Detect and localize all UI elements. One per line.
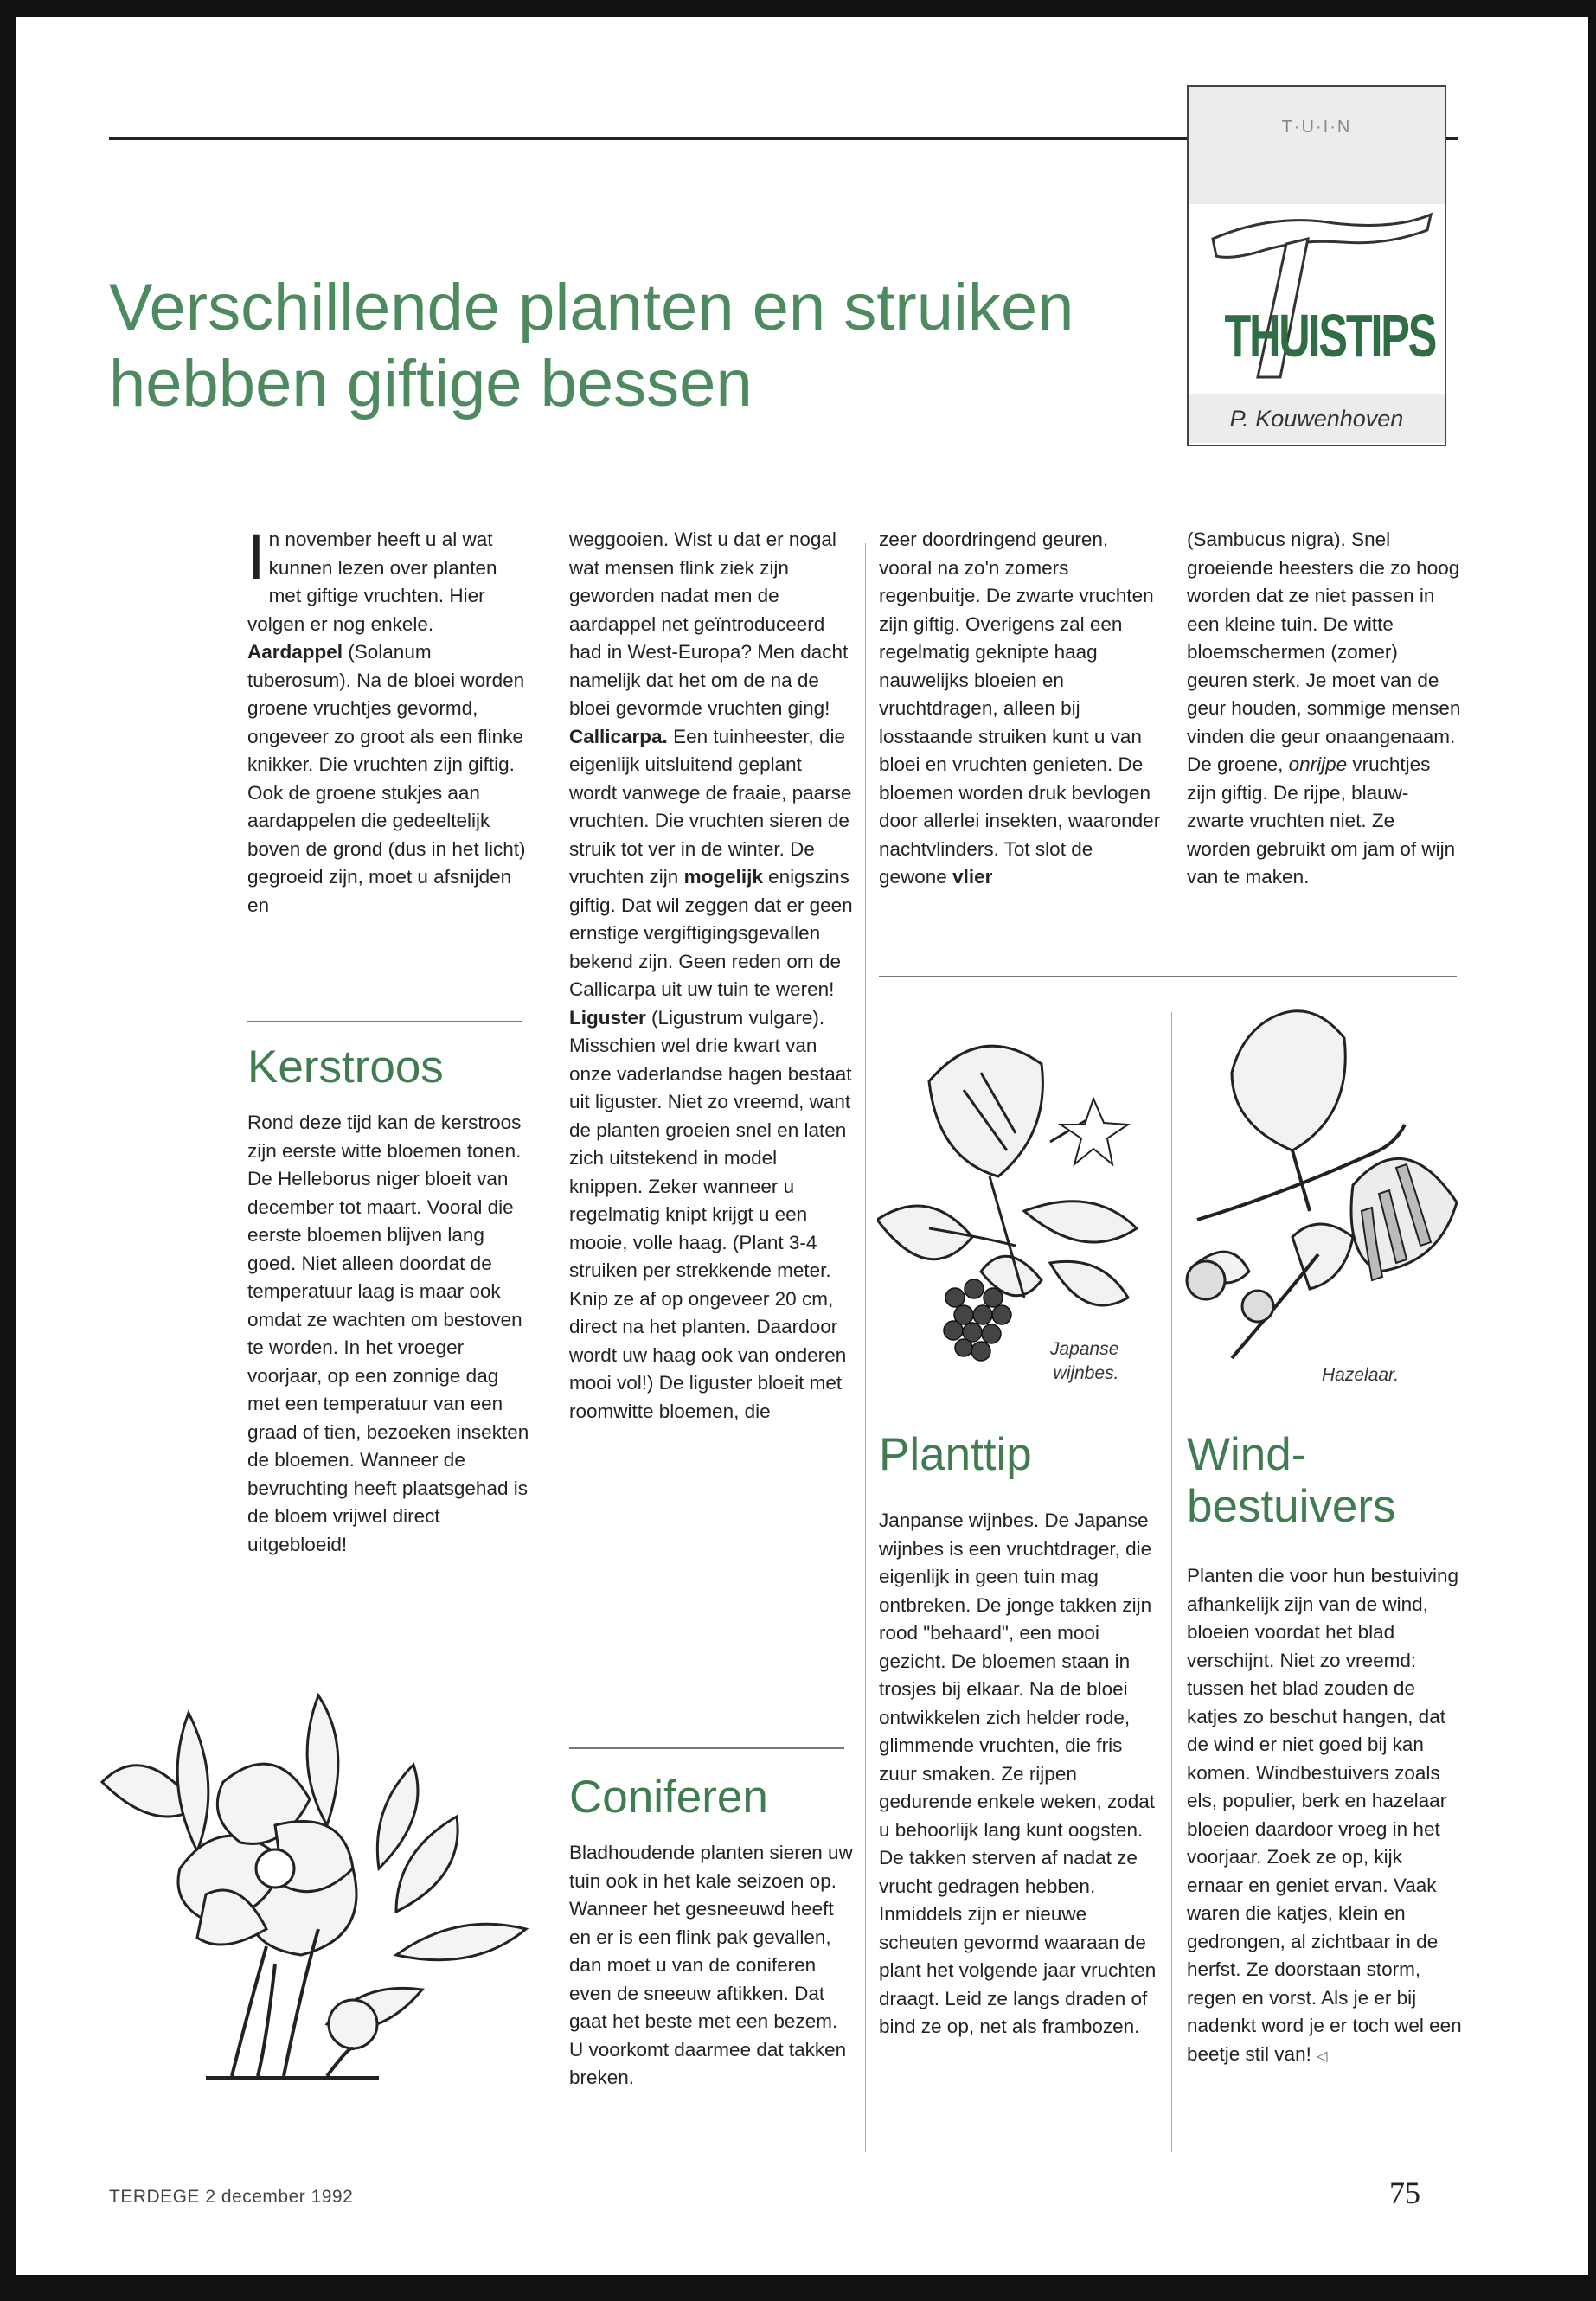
- aardappel-text: (Solanum tuberosum). Na de bloei worden groene vruchtjes gevormd, ongeveer zo groot als een flinke knikker. Die vruchten zijn giftig. Ook de groene stukjes aan aardappelen die gedeeltelijk boven de grond (dus in het licht) gegroeid zijn, moet u afsnijden en: [247, 641, 526, 916]
- drop-cap: I: [247, 521, 266, 593]
- kerstroos-text: Rond deze tijd kan de kerstroos zijn eerste witte bloemen tonen. De Helleborus niger bloeit van december tot maart. Vooral die eerste bloemen blijven lang goed. Niet alleen doordat de temperatuur laag is maar ook omdat ze wachten om bestoven te worden. In het vroeger voorjaar, op een zonnige dag met een temperatuur van een graad of tien, bezoeken insekten de bloemen. Wanneer de bevruchting heeft plaatsgehad is de bloem vrijwel direct uitgebloeid!: [247, 1112, 529, 1555]
- logo-author: P. Kouwenhoven: [1189, 394, 1445, 443]
- logo-header-band: [1189, 87, 1445, 204]
- japanse-wijnbes-illustration: [877, 1012, 1163, 1384]
- callicarpa-text-1: Een tuinheester, die eigenlijk uitsluitend geplant wordt vanwege de fraaie, paarse vruchten. Die vruchten sieren de struik tot ver in de winter. De vruchten zijn: [569, 725, 852, 888]
- divider-col2: [569, 1747, 844, 1749]
- coniferen-heading: Coniferen: [569, 1772, 768, 1823]
- col4-p1-italic: onrijpe: [1288, 753, 1348, 775]
- wijnbes-caption-line-2: wijnbes.: [1053, 1363, 1119, 1383]
- logo-tuin-label: T·U·I·N: [1281, 118, 1352, 137]
- column-2-text: [569, 526, 855, 1426]
- vlier-term: vlier: [952, 866, 993, 888]
- article-title: [109, 270, 1182, 422]
- col3-p1: zeer doordringend geuren, vooral na zo'n zomers regenbuitje. De zwarte vruchten zijn giftig. Overigens zal een regelmatig geknipte haag nauwelijks bloeien en vruchtdragen, alleen bij losstaande struiken kunt u van bloei en vruchten genieten. De bloemen worden druk bevlogen door allerlei insekten, waaronder nachtvlinders. Tot slot de gewone: [879, 529, 1161, 888]
- wind-heading-line-2: bestuivers: [1187, 1481, 1396, 1532]
- planttip-heading: Planttip: [879, 1429, 1032, 1480]
- magazine-page: [16, 17, 1588, 2275]
- callicarpa-text-2: enigszins giftig. Dat wil zeggen dat er geen ernstige vergiftigingsgevallen bekend zijn. Geen reden om de Callicarpa uit uw tuin te weren!: [569, 866, 853, 1000]
- liguster-term: Liguster: [569, 1006, 646, 1029]
- column-4-text: [1187, 526, 1464, 892]
- footer-publication: TERDEGE 2 december 1992: [109, 2187, 354, 2207]
- wijnbes-caption: [1050, 1337, 1118, 1386]
- logo-wordmark: THUISTIPS: [1224, 302, 1436, 369]
- thuistips-logo: [1187, 85, 1446, 446]
- col4-p1-text-2: vruchtjes zijn giftig. De rijpe, blauw-zwarte vruchten niet. Ze worden gebruikt om jam of wijn van te maken.: [1187, 753, 1456, 888]
- page-number: 75: [1389, 2176, 1420, 2210]
- callicarpa-term: Callicarpa.: [569, 725, 668, 747]
- column-3-text: [879, 526, 1164, 892]
- end-mark-icon: ◁: [1317, 2048, 1328, 2064]
- divider-col1: [247, 1021, 522, 1022]
- title-line-2: hebben giftige bessen: [109, 347, 753, 420]
- hazelaar-caption: Hazelaar.: [1322, 1365, 1400, 1385]
- col2-p1: weggooien. Wist u dat er nogal wat mensen flink ziek zijn geworden nadat men de aardappel net geïntroduceerd had in West-Europa? Men dacht namelijk dat het om de na de bloei gevormde vruchten ging!: [569, 529, 849, 719]
- intro-text: n november heeft u al wat kunnen lezen over planten met giftige vruchten. Hier volgen er nog enkele.: [247, 529, 497, 635]
- kerstroos-heading: Kerstroos: [247, 1042, 444, 1093]
- column-rule-2: [865, 543, 866, 2152]
- windbestuivers-heading: [1187, 1429, 1396, 1533]
- aardappel-term: Aardappel: [247, 641, 343, 663]
- kerstroos-illustration: [93, 1678, 552, 2085]
- column-rule-3: [1171, 1012, 1172, 2152]
- col4-p1-text-1: (Sambucus nigra). Snel groeiende heesters die zo hoog worden dat ze niet passen in een kleine tuin. De witte bloemschermen (zomer) geuren sterk. Je moet van de geur houden, sommige mensen vinden die geur onaangenaam. De groene,: [1187, 529, 1461, 775]
- planttip-text: Janpanse wijnbes. De Japanse wijnbes is een vruchtdrager, die eigenlijk in geen tuin mag ontbreken. De jonge takken zijn rood "behaard", een mooi gezicht. De bloemen staan in trosjes bij elkaar. Na de bloei ontwikkelen zich helder rode, glimmende vruchten, die fris zuur smaken. Ze rijpen gedurende enkele weken, zodat u behoorlijk lang kunt oogsten. De takken sterven af nadat ze vrucht gedragen hebben. Inmiddels zijn er nieuwe scheuten gevormd waaraan de plant het volgende jaar vruchten draagt. Leid ze langs draden of bind ze op, net als frambozen.: [879, 1509, 1157, 2037]
- liguster-text: (Ligustrum vulgare). Misschien wel drie kwart van onze vaderlandse hagen bestaat uit liguster. Niet zo vreemd, want de planten groeien snel en laten zich uitstekend in model knippen. Zeker wanneer u regelmatig knipt krijgt u een mooie, volle haag. (Plant 3-4 struiken per strekkende meter. Knip ze af op ongeveer 20 cm, direct na het planten. Daardoor wordt uw haag ook van onderen mooi vol!) De liguster bloeit met roomwitte bloemen, die: [569, 1006, 852, 1422]
- column-1-intro: [247, 521, 533, 920]
- coniferen-text: Bladhoudende planten sieren uw tuin ook in het kale seizoen op. Wanneer het gesneeuwd heeft en er is een flink pak gevallen, dan moet u van de coniferen even de sneeuw aftikken. Dat gaat het beste met een bezem. U voorkomt daarmee dat takken breken.: [569, 1842, 853, 2088]
- divider-wide: [879, 976, 1457, 977]
- wind-heading-line-1: Wind-: [1187, 1429, 1307, 1480]
- wijnbes-caption-line-1: Japanse: [1050, 1339, 1119, 1359]
- title-line-1: Verschillende planten en struiken: [109, 271, 1074, 344]
- callicarpa-bold: mogelijk: [683, 866, 763, 888]
- hazelaar-illustration: [1180, 995, 1474, 1393]
- windbestuivers-text: [1187, 1562, 1464, 2071]
- wind-text: Planten die voor hun bestuiving afhankelijk zijn van de wind, bloeien voordat het blad verschijnt. Niet zo vreemd: tussen het blad zouden de katjes zo beschut hangen, dat de wind er niet goed bij kan komen. Windbestuivers zoals els, populier, berk en hazelaar bloeien daardoor vroeg in het voorjaar. Zoek ze op, kijk ernaar en geniet ervan. Vaak waren die katjes, klein en gedrongen, al zichtbaar in de herfst. Ze doorstaan storm, regen en vorst. Als je er bij nadenkt word je er toch wel een beetje stil van!: [1187, 1565, 1462, 2065]
